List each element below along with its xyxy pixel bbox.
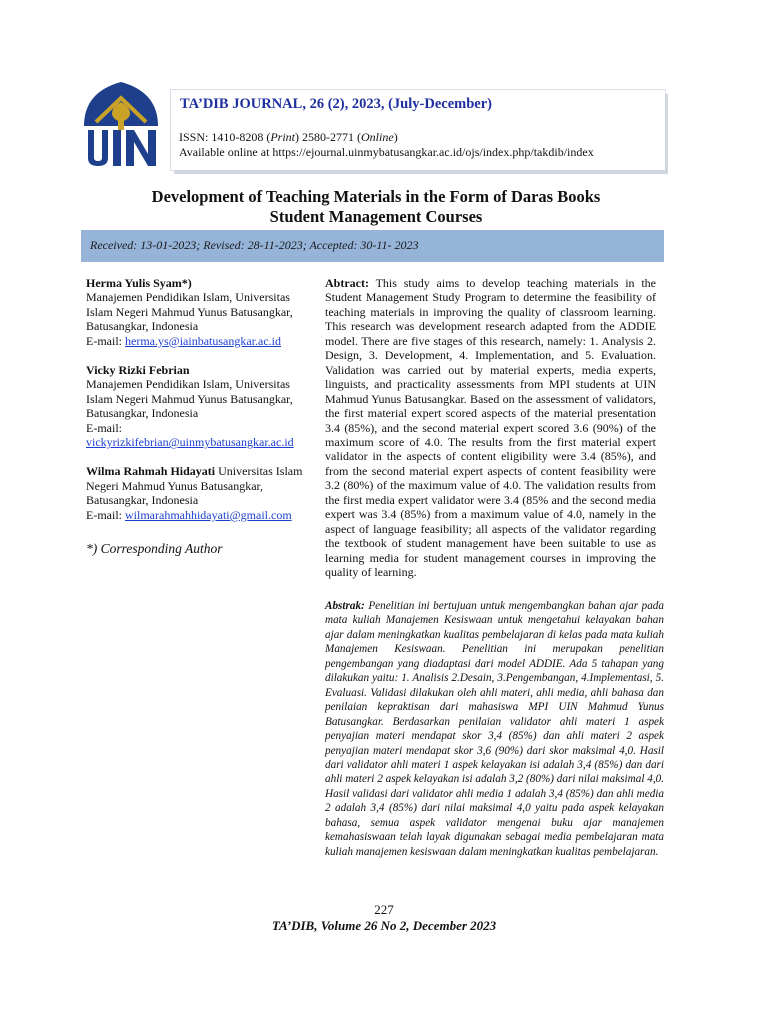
available-online: Available online at https://ejournal.uinmybatusangkar.ac.id/ojs/index.php/takdib/index [179,145,594,159]
author-3: Wilma Rahmah Hidayati Universitas Islam Negeri Mahmud Yunus Batusangkar, Batusangkar, Indonesia E-mail: wilmarahmahhidayati@gmail.com [86,464,303,522]
author-email-link[interactable]: wilmarahmahhidayati@gmail.com [125,507,292,522]
abstract-english [325,276,656,580]
journal-title: TA’DIB JOURNAL, 26 (2), 2023, (July-December) [180,96,492,112]
corresponding-author-note: *) Corresponding Author [86,541,223,557]
abstrak-text: Penelitian ini bertujuan untuk mengembangkan bahan ajar pada mata kuliah Manajemen Kesiswaan untuk mengetahui kelayakan bahan ajar dalam meningkatkan kualitas pembelajaran di kelas pada mata kuliah Manajemen Kesiswaan. Penelitian ini merupakan penelitian pengembangan yang diadaptasi dari model ADDIE. Ada 5 tahapan yang dilakukan yaitu: 1. Analisis 2.Desain, 3.Pengembangan, 4.Implementasi, 5. Evaluasi. Validasi dilakukan oleh ahli materi, ahli media, ahli bahasa dan penilaian kepraktisan dari mahasiswa MPI UIN Mahmud Yunus Batusangkar. Berdasarkan penilaian validator ahli materi 1 aspek penyajian materi mendapat skor 3,4 (85%) dan ahli materi 2 aspek penyajian materi mendapat skor 3,6 (90%) dari skor maksimal 4,0. Hasil dari validator ahli materi 1 aspek kelayakan isi adalah 3,4 (85%) dan dari ahli materi 2 aspek kelayakan isi adalah 3,2 (80%) dari nilai maksimal 4,0. Hasil validasi dari validator ahli media 1 adalah 3,4 (85%) dan ahli media 2 adalah 3,4 (85%) dari nilai maksimal 4,0 yaitu pada aspek kelayakan bahasa, semua aspek validator mengenai buku ajar manajemen kemahasiswaan telah layak digunakan sebagai media pembelajaran mata kuliah manajemen kesiswaan dalam meningkatkan kualitas pembelajaran. [325,600,665,858]
paper-title: Development of Teaching Materials in the Form of Daras Books Student Management Courses [151,187,601,226]
issn-line: ISSN: 1410-8208 (Print) 2580-2771 (Online) [179,130,398,144]
journal-header [171,90,665,170]
author-name: Herma Yulis Syam*) [86,276,192,290]
author-name: Vicky Rizki Febrian [86,363,190,378]
page-number: 227 [374,902,394,917]
author-email-link[interactable]: herma.ys@iainbatusangkar.ac.id [125,333,281,348]
author-list [86,276,312,557]
footer-citation: TA’DIB, Volume 26 No 2, December 2023 [271,918,497,933]
uin-logo [80,78,162,170]
author-affiliation: Manajemen Pendidikan Islam, Universitas Islam Negeri Mahmud Yunus Batusangkar, Batusangkar, Indonesia [86,377,293,421]
author-affiliation: Universitas Islam Negeri Mahmud Yunus Batusangkar, Batusangkar, Indonesia [86,464,303,508]
author-name: Wilma Rahmah Hidayati [86,464,216,479]
abstract-text: This study aims to develop teaching materials in the Student Management Study Program to determine the feasibility of teaching materials in improving the quality of classroom learning. This research was development research adapted from the ADDIE model. There are five stages of this research, namely: 1. Analysis 2. Design, 3. Development, 4. Implementation, and 5. Evaluation. Validation was carried out by material experts, media experts, linguists, and practicality assessments from MPI students at UIN Mahmud Yunus Batusangkar. Based on the assessment of validators, the first material expert scored aspects of the material presentation 3.4 (85%), and the second material expert scored 3.6 (90%) of the maximum score of 4.0. The results from the first material expert validator in the aspects of content eligibility were 3.4 (85%), and from the second material expert aspects of content feasibility were 3.2 (80%) of the maximum value of 4.0. The validation results from the first media expert validator were 3.4 (85% and the second media expert was 3.4 (85%) from a maximum value of 4.0, namely in the aspect of language feasibility; all aspects of the validator regarding the textbook of student management have been suitable to use as learning media for student management courses in improving the quality of learning. [325,276,656,580]
abstract-indonesian [325,599,664,859]
submission-dates: Received: 13-01-2023; Revised: 28-11-2023; Accepted: 30-11- 2023 [81,230,664,262]
author-2: Vicky Rizki Febrian Manajemen Pendidikan Islam, Universitas Islam Negeri Mahmud Yunus Batusangkar, Batusangkar, Indonesia E-mail: vickyrizkifebrian@uinmybatusangkar.ac.id [86,363,312,449]
author-1: Herma Yulis Syam*) Manajemen Pendidikan Islam, Universitas Islam Negeri Mahmud Yunus Batusangkar, Batusangkar, Indonesia E-mail: herma.ys@iainbatusangkar.ac.id [86,276,312,348]
abstrak-label: Abstrak: [325,600,365,612]
author-affiliation: Manajemen Pendidikan Islam, Universitas Islam Negeri Mahmud Yunus Batusangkar, Batusangkar, Indonesia [86,290,293,334]
author-email-link[interactable]: vickyrizkifebrian@uinmybatusangkar.ac.id [86,435,294,450]
abstract-label: Abtract: [325,276,369,290]
